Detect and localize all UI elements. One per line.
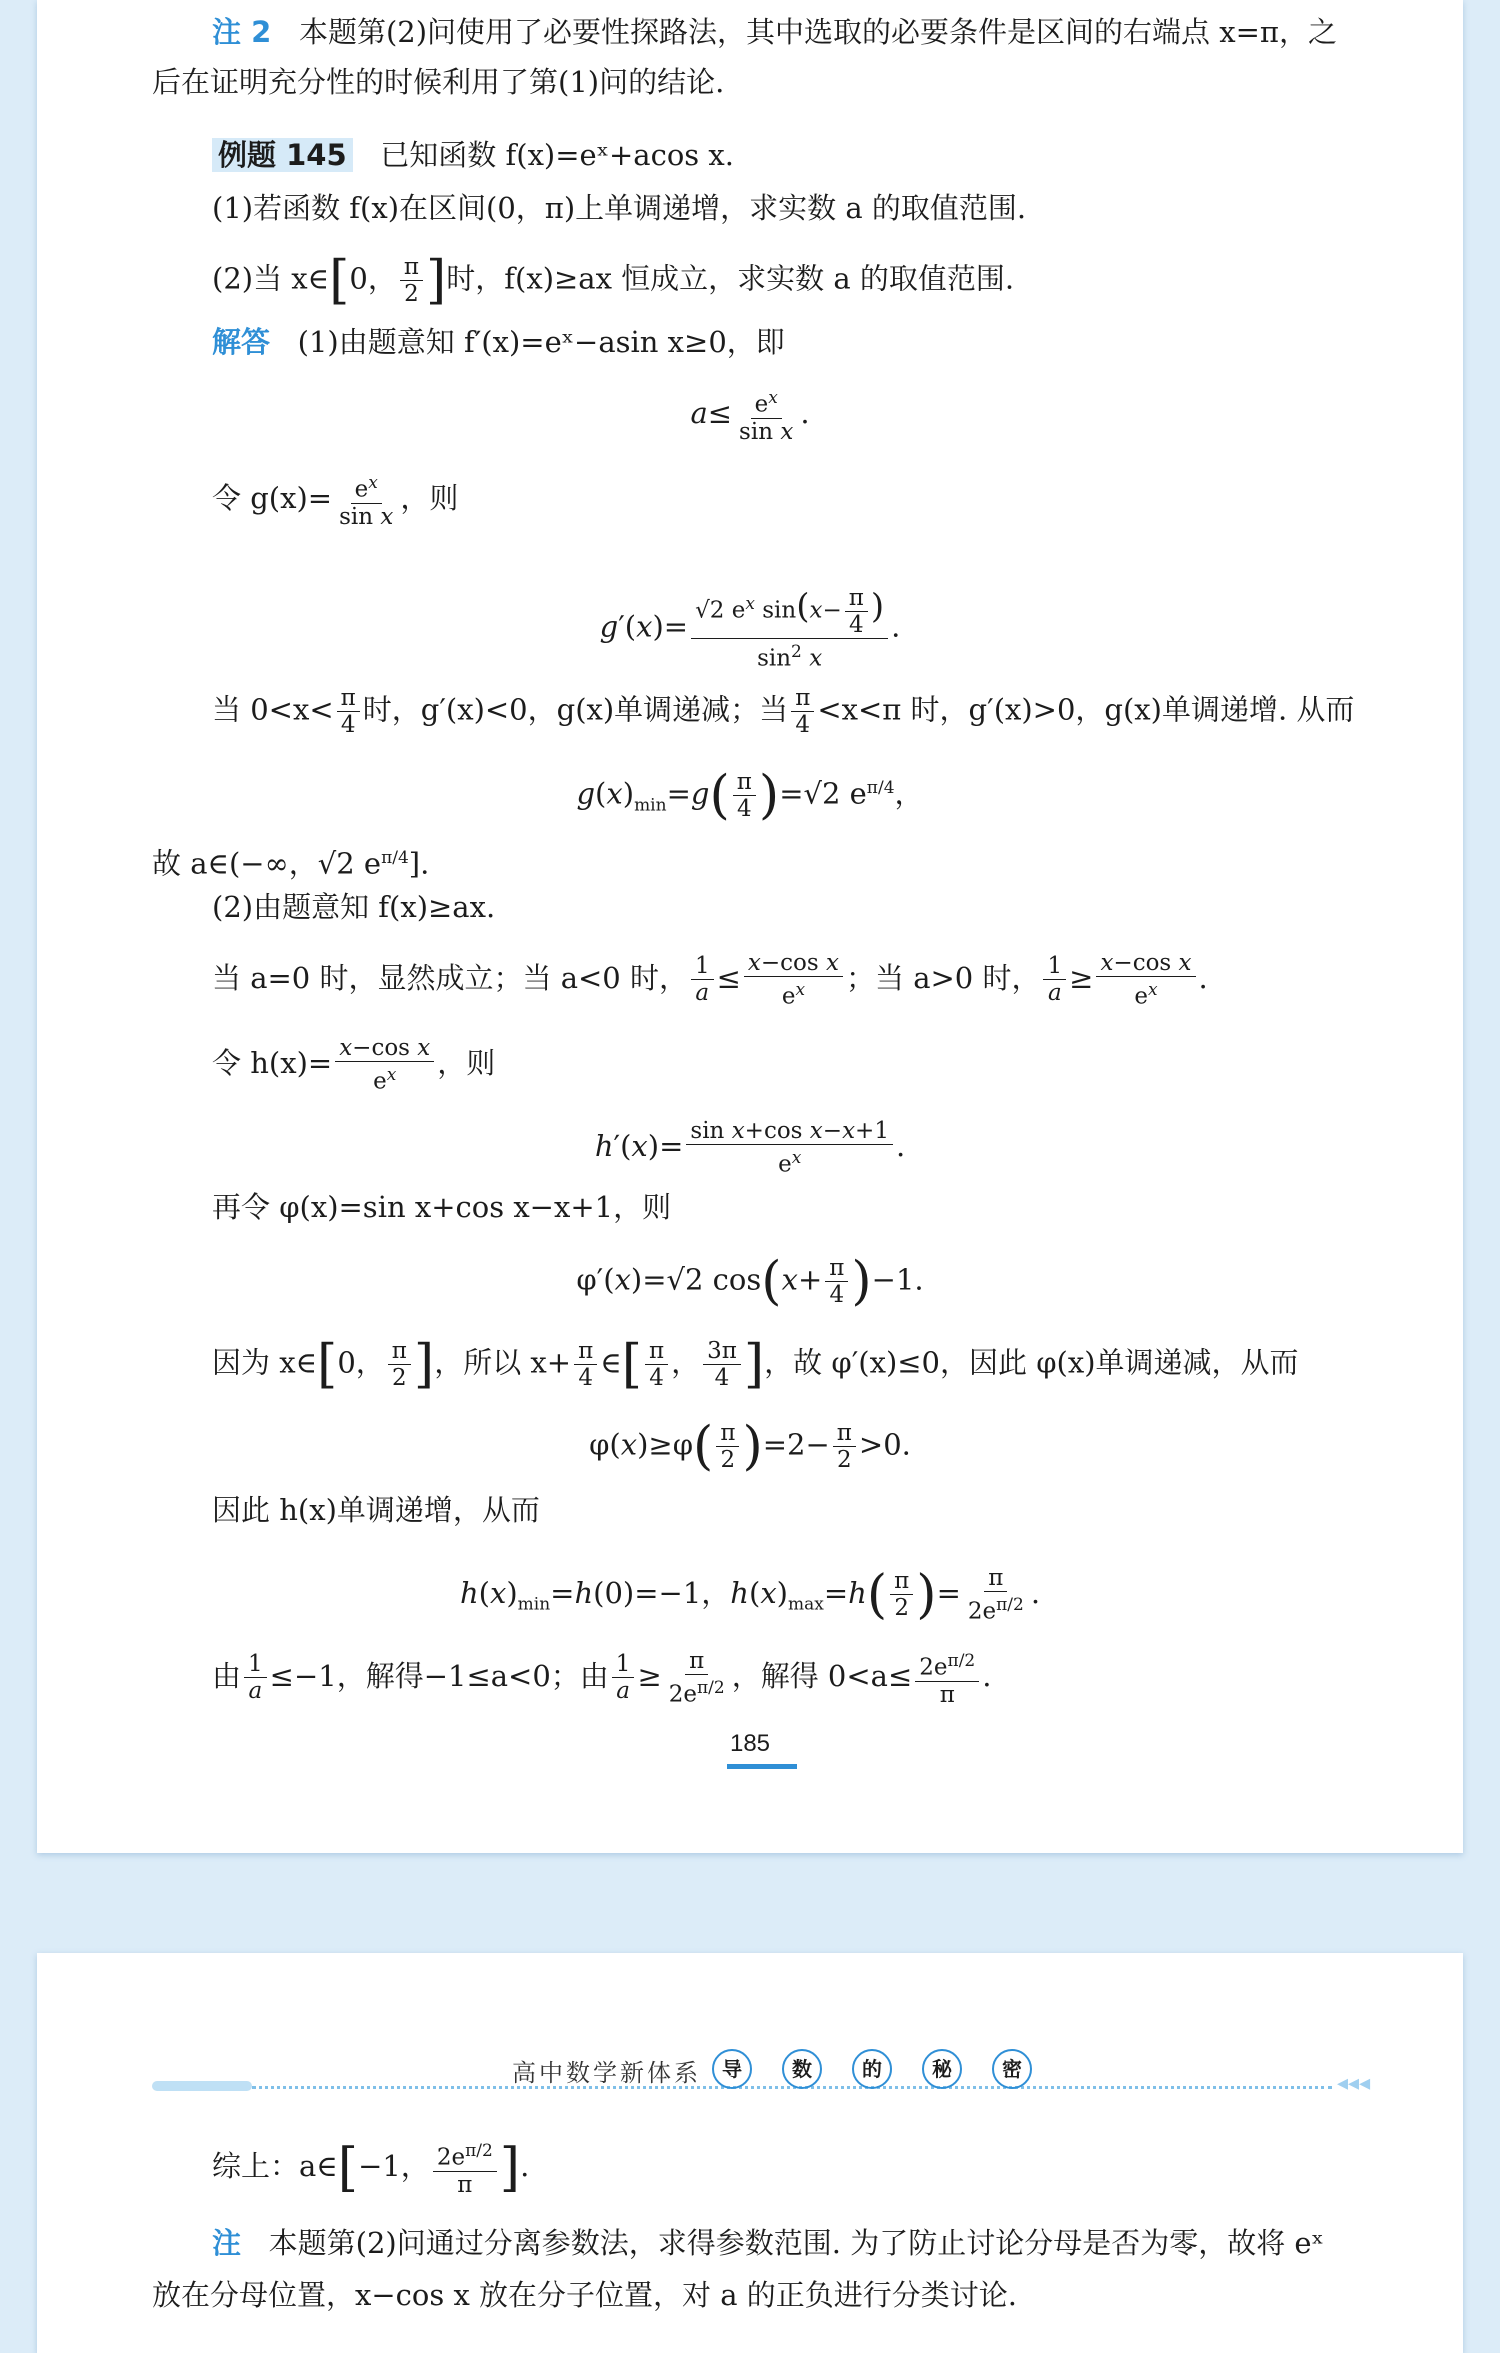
result-part-1: 故 a∈(−∞，√2 $e^{\pi/4}$]. (152, 846, 430, 881)
result-1-text: 故 a∈(−∞，√2 e (152, 846, 382, 881)
then-text-2: ，则 (437, 1045, 496, 1080)
answer-part-1 (212, 322, 785, 362)
note-2-label: 注 2 (212, 15, 272, 49)
formula-a-le: a≤ $\frac{e^x}{\text{sin x}}$ . (37, 385, 1463, 445)
formula-phi-bound: φ(x)≥φ( $\frac{\pi}{2}$ )=2− $\frac{\pi}{2}$ >0. (589, 1416, 911, 1477)
cases-b: ；当 a>0 时， (846, 960, 1041, 995)
define-g: 令 g(x)= $\frac{e^x}{\text{sin x}}$ ，则 (212, 470, 458, 530)
final-note (212, 2223, 1324, 2263)
final-note-line-2: 放在分母位置，x−cos x 放在分子位置，对 a 的正负进行分类讨论. (152, 2278, 1017, 2312)
question-2: (2)当 x∈[0， $\frac{\pi}{2}$ ]时，f(x)≥ax 恒成立，求实数 a 的取值范围. (212, 250, 1015, 311)
mono-c: <x<π 时，g′(x)>0，g(x)单调递增. 从而 (817, 692, 1355, 727)
mono-a: 当 0<x< (212, 692, 334, 727)
because-d: ，故 φ′(x)≤0，因此 φ(x)单调递减，从而 (764, 1345, 1299, 1380)
from-a: 由 (212, 1658, 242, 1693)
define-h: 令 h(x)= $\frac{\text{x−cos x}}{e^x}$ ，则 (212, 1035, 496, 1095)
formula-h-extrema: $h(x)_{min}=h(0)=-1$，$h(x)_{max}=h$( $\frac{\pi}{2}$ )= $\frac{\pi}{2e^{\pi/2}}$ . (459, 1564, 1041, 1625)
mono-b: 时，g′(x)<0，g(x)单调递减；当 (362, 692, 789, 727)
final-note-label: 注 (212, 2226, 242, 2260)
note-2-line-1: 本题第(2)问使用了必要性探路法，其中选取的必要条件是区间的右端点 x=π，之 (298, 15, 1337, 49)
summary-label: 综上：a∈ (212, 2148, 338, 2183)
answer-part-2-intro: (2)由题意知 f(x)≥ax. (212, 890, 496, 924)
formula-g-min: $g(x)_{min}=g$( $\frac{\pi}{4}$ )=√2 $e^{\pi/4}$， (576, 765, 924, 826)
define-phi: 再令 φ(x)=sin x+cos x−x+1，则 (212, 1190, 672, 1224)
note-2 (212, 12, 1337, 52)
example-statement: 已知函数 f(x)=eˣ+acos x. (380, 138, 734, 172)
formula-phi-prime: φ′(x)=√2 cos(x+ $\frac{\pi}{4}$ )−1. (576, 1251, 924, 1312)
define-h-label: 令 h(x)= (212, 1045, 333, 1080)
book-page-next (37, 1953, 1463, 2353)
header-char-5: 密 (992, 2049, 1032, 2089)
because-b: ，所以 x+ (434, 1345, 572, 1380)
because-a: 因为 x∈ (212, 1345, 318, 1380)
header-arrows-icon: ◂◂◂ (1337, 2071, 1371, 2096)
formula-g-prime: g′(x)= √2 $e^x$ sin(x− $\frac{\pi}{4}$ ) $\sin^2 x$ . (599, 585, 901, 672)
question-2-part-a: (2)当 x∈ (212, 261, 330, 296)
header-series-title: 高中数学新体系 (512, 2059, 701, 2087)
answer-label: 解答 (212, 325, 271, 359)
header-char-3: 的 (852, 2049, 892, 2089)
question-1: (1)若函数 f(x)在区间(0，π)上单调递增，求实数 a 的取值范围. (212, 191, 1027, 225)
example-label: 例题 145 (212, 138, 353, 172)
header-char-4: 秘 (922, 2049, 962, 2089)
summary-result: 综上：a∈[−1， $\frac{2e^{\pi/2}}{\pi}$ ]. (212, 2137, 530, 2198)
question-2-part-b: 时，f(x)≥ax 恒成立，求实数 a 的取值范围. (446, 261, 1015, 296)
book-page-185 (37, 0, 1463, 1853)
cases-a: 当 a=0 时，显然成立；当 a<0 时， (212, 960, 688, 995)
from-b: ≤−1，解得−1≤a<0；由 (269, 1658, 609, 1693)
final-note-line-1: 本题第(2)问通过分离参数法，求得参数范围. 为了防止讨论分母是否为零，故将 eˣ (268, 2226, 1324, 2260)
page-number-underline (727, 1764, 797, 1769)
example-145 (212, 135, 734, 175)
header-char-1: 导 (712, 2049, 752, 2089)
header-char-2: 数 (782, 2049, 822, 2089)
define-g-label: 令 g(x)= (212, 480, 333, 515)
interval-argument: 因为 x∈[0， $\frac{\pi}{2}$ ]，所以 x+ $\frac{\pi}{4}$ ∈[ $\frac{\pi}{4}$ ， $\frac{3\pi}{4}$ ]，故 φ′(x)≤0，因此 φ(x)单调递减，从而 (212, 1334, 1299, 1395)
formula-h-prime: h′(x)= $\frac{\text{sin x+cos x−x+1}}{e^x}$ . (594, 1118, 906, 1178)
h-increasing: 因此 h(x)单调递增，从而 (212, 1493, 540, 1527)
because-c: ∈ (600, 1345, 622, 1380)
then-text: ，则 (400, 480, 459, 515)
result-1-end: ]. (408, 846, 430, 881)
monotonicity-g: 当 0<x< $\frac{\pi}{4}$ 时，g′(x)<0，g(x)单调递减；当 $\frac{\pi}{4}$ <x<π 时，g′(x)>0，g(x)单调递增. 从而 (212, 685, 1355, 738)
answer-1-text: (1)由题意知 f′(x)=eˣ−asin x≥0，即 (297, 325, 785, 359)
cases-on-a: 当 a=0 时，显然成立；当 a<0 时， $\frac{1}{a}$ ≤ $\frac{\text{x−cos x}}{e^x}$ ；当 a>0 时， $\frac{1}{a}$ ≥ $\frac{\text{x−cos x}}{e^x}$ . (212, 950, 1208, 1010)
page-number: 185 (729, 1730, 771, 1757)
solve-a-range: 由 $\frac{1}{a}$ ≤−1，解得−1≤a<0；由 $\frac{1}{a}$ ≥ $\frac{\pi}{2e^{\pi/2}}$ ，解得 0<a≤ $\frac{2e^{\pi/2}}{\pi}$ . (212, 1648, 992, 1708)
header-rule-solid (152, 2081, 252, 2091)
note-2-line-2: 后在证明充分性的时候利用了第(1)问的结论. (152, 65, 725, 99)
from-c: ，解得 0<a≤ (731, 1658, 913, 1693)
